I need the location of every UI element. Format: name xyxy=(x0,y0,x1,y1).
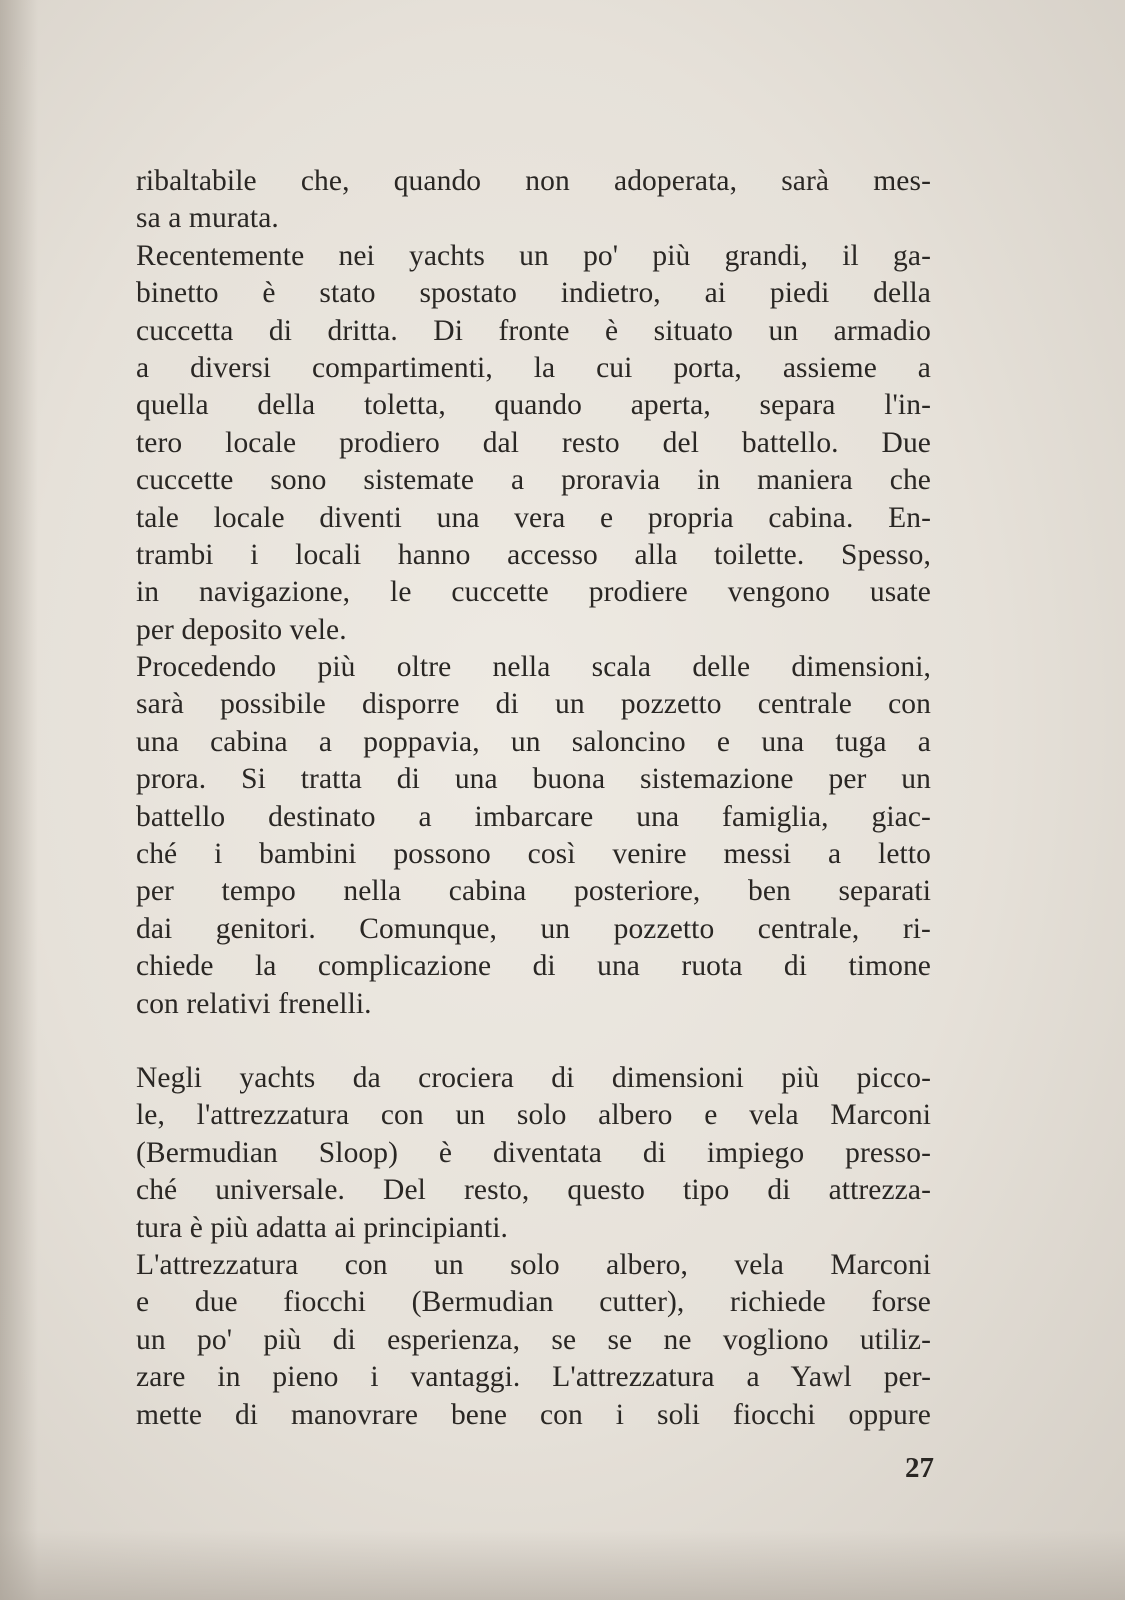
text-line: battello destinato a imbarcare una famiglia, giac- xyxy=(136,800,931,833)
text-line: tale locale diventi una vera e propria cabina. En- xyxy=(136,501,931,534)
text-line: Procedendo più oltre nella scala delle dimensioni, xyxy=(136,651,931,684)
paragraph xyxy=(136,163,931,238)
text-line: chiede la complicazione di una ruota di timone xyxy=(136,950,931,983)
text-line: quella della toletta, quando aperta, separa l'in- xyxy=(136,389,931,422)
text-line: dai genitori. Comunque, un pozzetto centrale, ri- xyxy=(136,912,931,945)
text-line: tero locale prodiero dal resto del battello. Due xyxy=(136,426,931,459)
text-line: ribaltabile che, quando non adoperata, sarà mes- xyxy=(136,165,931,197)
text-line: ché i bambini possono così venire messi a letto xyxy=(136,838,931,871)
paragraph xyxy=(136,1247,931,1434)
text-line: Recentemente nei yachts un po' più grandi, il ga- xyxy=(136,239,931,272)
page-number: 27 xyxy=(905,1452,934,1484)
text-line: ché universale. Del resto, questo tipo di attrezza- xyxy=(136,1174,931,1207)
text-line: un po' più di esperienza, se se ne vogliono utiliz- xyxy=(136,1323,931,1356)
text-line: a diversi compartimenti, la cui porta, assieme a xyxy=(136,351,931,384)
paragraph xyxy=(136,238,931,649)
paragraph-gap xyxy=(136,1023,931,1060)
text-line: per deposito vele. xyxy=(136,613,347,646)
text-line: con relativi frenelli. xyxy=(136,987,372,1020)
text-line: le, l'attrezzatura con un solo albero e vela Marconi xyxy=(136,1099,931,1132)
text-line: binetto è stato spostato indietro, ai piedi della xyxy=(136,277,931,310)
text-line: cuccetta di dritta. Di fronte è situato un armadio xyxy=(136,314,931,347)
text-line: tura è più adatta ai principianti. xyxy=(136,1211,509,1244)
body-text xyxy=(136,163,931,1434)
text-line: sarà possibile disporre di un pozzetto centrale con xyxy=(136,688,931,721)
text-line: prora. Si tratta di una buona sistemazione per un xyxy=(136,763,931,796)
text-line: in navigazione, le cuccette prodiere vengono usate xyxy=(136,576,931,609)
text-line: sa a murata. xyxy=(136,202,279,235)
text-line: Negli yachts da crociera di dimensioni più picco- xyxy=(136,1061,931,1094)
text-line: L'attrezzatura con un solo albero, vela Marconi xyxy=(136,1248,931,1281)
text-line: mette di manovrare bene con i soli fiocchi oppure xyxy=(136,1398,931,1431)
text-line: e due fiocchi (Bermudian cutter), richiede forse xyxy=(136,1286,931,1319)
text-line: zare in pieno i vantaggi. L'attrezzatura a Yawl per- xyxy=(136,1361,931,1394)
text-line: cuccette sono sistemate a proravia in maniera che xyxy=(136,464,931,497)
text-line: per tempo nella cabina posteriore, ben separati xyxy=(136,875,931,908)
paragraph xyxy=(136,649,931,1023)
paragraph xyxy=(136,1060,931,1247)
text-line: una cabina a poppavia, un saloncino e una tuga a xyxy=(136,725,931,758)
text-line: (Bermudian Sloop) è diventata di impiego presso- xyxy=(136,1136,931,1169)
text-line: trambi i locali hanno accesso alla toilette. Spesso, xyxy=(136,538,931,571)
